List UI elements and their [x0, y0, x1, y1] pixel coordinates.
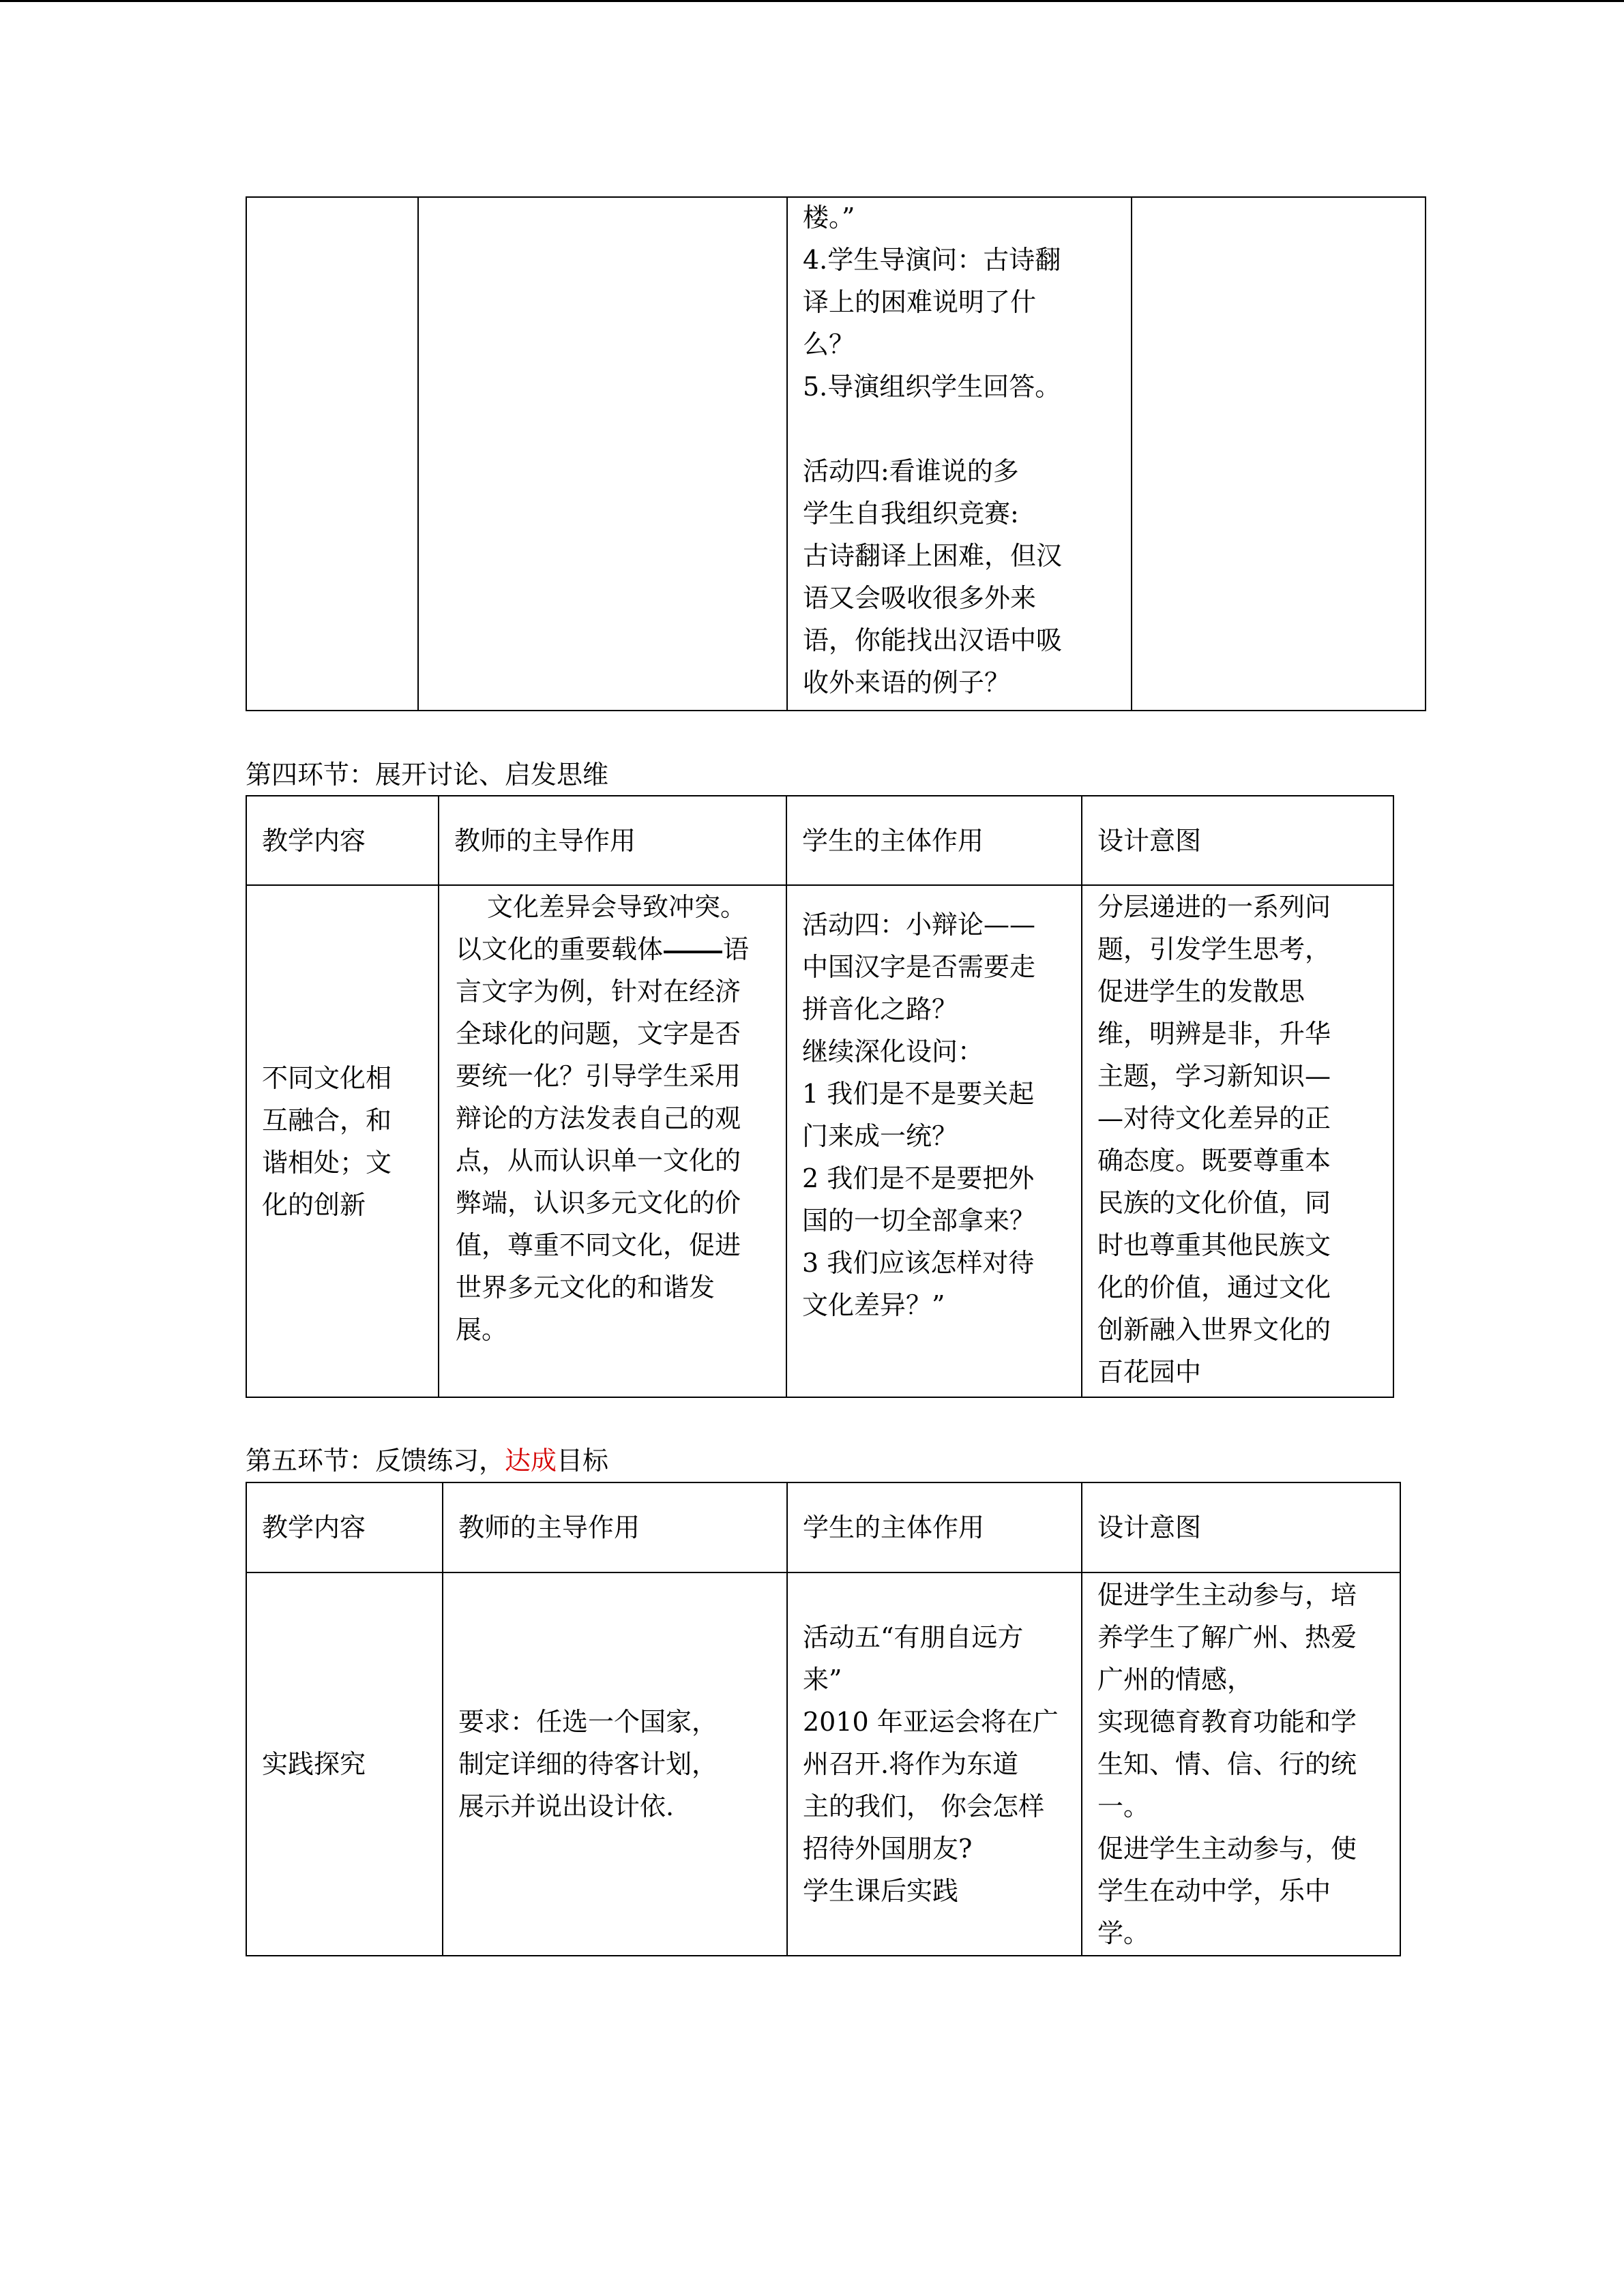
text-line: 1 我们是不是要关起: [802, 1079, 1035, 1109]
text-line: 制定详细的待客计划，: [458, 1749, 718, 1779]
section5-intent-cell: [1082, 1572, 1400, 1956]
continued-content-cell: [246, 197, 418, 711]
text-line: 活动四:看谁说的多: [803, 456, 1019, 486]
text-segment: 文化差异会导致冲突。: [487, 892, 747, 922]
text-line: 养学生了解广州、热爱: [1097, 1622, 1357, 1652]
text-line: [456, 928, 779, 970]
continued-student-cell: [787, 197, 1132, 711]
text-line: 实现德育教育功能和学: [1097, 1707, 1357, 1737]
text-line: 值，尊重不同文化，促进: [456, 1230, 741, 1260]
section5-header-row: [246, 1482, 1400, 1572]
text-line: [456, 886, 779, 928]
continued-teacher-cell: [418, 197, 787, 711]
section5-body-row: [246, 1572, 1400, 1956]
header-teacher: 教师的主导作用: [439, 796, 786, 885]
text-line: 点，从而认识单一文化的: [456, 1146, 741, 1176]
section4-body-row: [246, 885, 1393, 1397]
text-line: 促进学生主动参与，培: [1097, 1580, 1357, 1610]
text-line: 要统一化？引导学生采用: [456, 1061, 741, 1091]
section4-heading: 第四环节：展开讨论、启发思维: [246, 760, 609, 790]
text-line: 4.学生导演问：古诗翻: [803, 245, 1061, 275]
text-line: 语，你能找出汉语中吸: [803, 625, 1063, 655]
text-line: —对待文化差异的正: [1097, 1103, 1331, 1133]
text-line: 创新融入世界文化的: [1097, 1315, 1331, 1345]
section5-student-cell: [787, 1572, 1082, 1956]
text-line: 语又会吸收很多外来: [803, 583, 1037, 613]
section5-table: [246, 1482, 1401, 1956]
text-line: 确态度。既要尊重本: [1097, 1146, 1331, 1176]
text-line: 要求：任选一个国家，: [458, 1707, 718, 1737]
section4-header-row: [246, 796, 1393, 885]
text-line: 生知、情、信、行的统: [1097, 1749, 1357, 1779]
section4-teacher-cell: [439, 885, 786, 1397]
text-line: 言文字为例，针对在经济: [456, 976, 741, 1007]
text-line: 中国汉字是否需要走: [802, 952, 1036, 982]
text-line: 5.导演组织学生回答。: [803, 372, 1061, 402]
text-line: 古诗翻译上困难，但汉: [803, 541, 1063, 571]
text-line: 门来成一统？: [802, 1121, 958, 1151]
heading-text: 目标: [557, 1446, 609, 1476]
text-line: 楼。”: [803, 203, 855, 233]
text-line: 化的创新: [262, 1189, 366, 1220]
text-line: 主的我们， 你会怎样: [803, 1791, 1045, 1821]
text-line: 时也尊重其他民族文: [1097, 1230, 1331, 1260]
text-line: 促进学生的发散思: [1097, 976, 1305, 1007]
section4-student-cell: [786, 885, 1082, 1397]
text-line: 学。: [1097, 1918, 1150, 1948]
text-line: 2 我们是不是要把外: [802, 1163, 1035, 1193]
em-dash-rule: [664, 951, 722, 953]
text-line: 学生自我组织竞赛:: [803, 498, 1019, 528]
text-line: 辩论的方法发表自己的观: [456, 1103, 741, 1133]
text-line: 分层递进的一系列问: [1097, 892, 1331, 922]
text-line: 展示并说出设计依.: [458, 1791, 675, 1821]
text-line: 展。: [456, 1315, 508, 1345]
text-line: 维，明辨是非，升华: [1097, 1019, 1331, 1049]
text-line: 学生课后实践: [803, 1876, 959, 1906]
text-line: 世界多元文化的和谐发: [456, 1272, 715, 1302]
section5-heading: [246, 1440, 608, 1482]
continued-table: [246, 196, 1426, 711]
heading-text: 第五环节：反馈练习，: [246, 1446, 505, 1476]
section4-content-cell: [246, 885, 439, 1397]
text-line: 广州的情感，: [1097, 1665, 1254, 1695]
heading-highlight: 达成: [505, 1446, 557, 1476]
text-line: 促进学生主动参与，使: [1097, 1834, 1357, 1864]
text-line: 招待外国朋友?: [803, 1834, 973, 1864]
text-line: 来”: [803, 1665, 842, 1695]
text-line: 百花园中: [1097, 1357, 1202, 1387]
text-line: 全球化的问题，文字是否: [456, 1019, 741, 1049]
text-segment: 语: [723, 934, 750, 964]
text-line: 活动四：小辩论——: [802, 910, 1036, 940]
text-line: 谐相处；文: [262, 1147, 392, 1178]
page-top-border: [0, 0, 1624, 2]
text-line: 译上的困难说明了什: [803, 287, 1037, 317]
text-line: 州召开.将作为东道: [803, 1749, 1019, 1779]
text-line: 国的一切全部拿来？: [802, 1206, 1036, 1236]
text-line: 收外来语的例子？: [803, 668, 1011, 698]
section5-content-cell: 实践探究: [246, 1572, 443, 1956]
text-line: 继续深化设问：: [802, 1037, 984, 1067]
header-student: 学生的主体作用: [787, 1482, 1082, 1572]
text-line: 主题，学习新知识—: [1097, 1061, 1331, 1091]
text-line: 学生在动中学，乐中: [1097, 1876, 1331, 1906]
text-line: 活动五“有朋自远方: [803, 1622, 1024, 1652]
text-line: 弊端，认识多元文化的价: [456, 1188, 741, 1218]
text-line: 互融合，和: [262, 1105, 392, 1135]
text-line: 一。: [1097, 1791, 1150, 1821]
continued-intent-cell: [1132, 197, 1426, 711]
text-line: 民族的文化价值，同: [1097, 1188, 1331, 1218]
text-segment: 以文化的重要载体: [456, 934, 664, 964]
header-intent: 设计意图: [1082, 796, 1393, 885]
text-line: 3 我们应该怎样对待: [802, 1248, 1035, 1278]
text-line: 化的价值，通过文化: [1097, 1272, 1331, 1302]
text-line: 拼音化之路？: [802, 994, 958, 1024]
text-line: 文化差异？”: [802, 1290, 945, 1320]
header-student: 学生的主体作用: [786, 796, 1082, 885]
section5-teacher-cell: [443, 1572, 787, 1956]
header-intent: 设计意图: [1082, 1482, 1400, 1572]
header-content: 教学内容: [246, 1482, 443, 1572]
header-content: 教学内容: [246, 796, 439, 885]
blank-line: [803, 408, 1116, 450]
text-line: 么？: [803, 329, 855, 359]
text-line: 不同文化相: [262, 1062, 392, 1093]
text-line: 题，引发学生思考，: [1097, 934, 1331, 964]
section4-table: [246, 795, 1394, 1398]
header-teacher: 教师的主导作用: [443, 1482, 787, 1572]
section4-intent-cell: [1082, 885, 1393, 1397]
text-line: 2010 年亚运会将在广: [803, 1707, 1059, 1737]
